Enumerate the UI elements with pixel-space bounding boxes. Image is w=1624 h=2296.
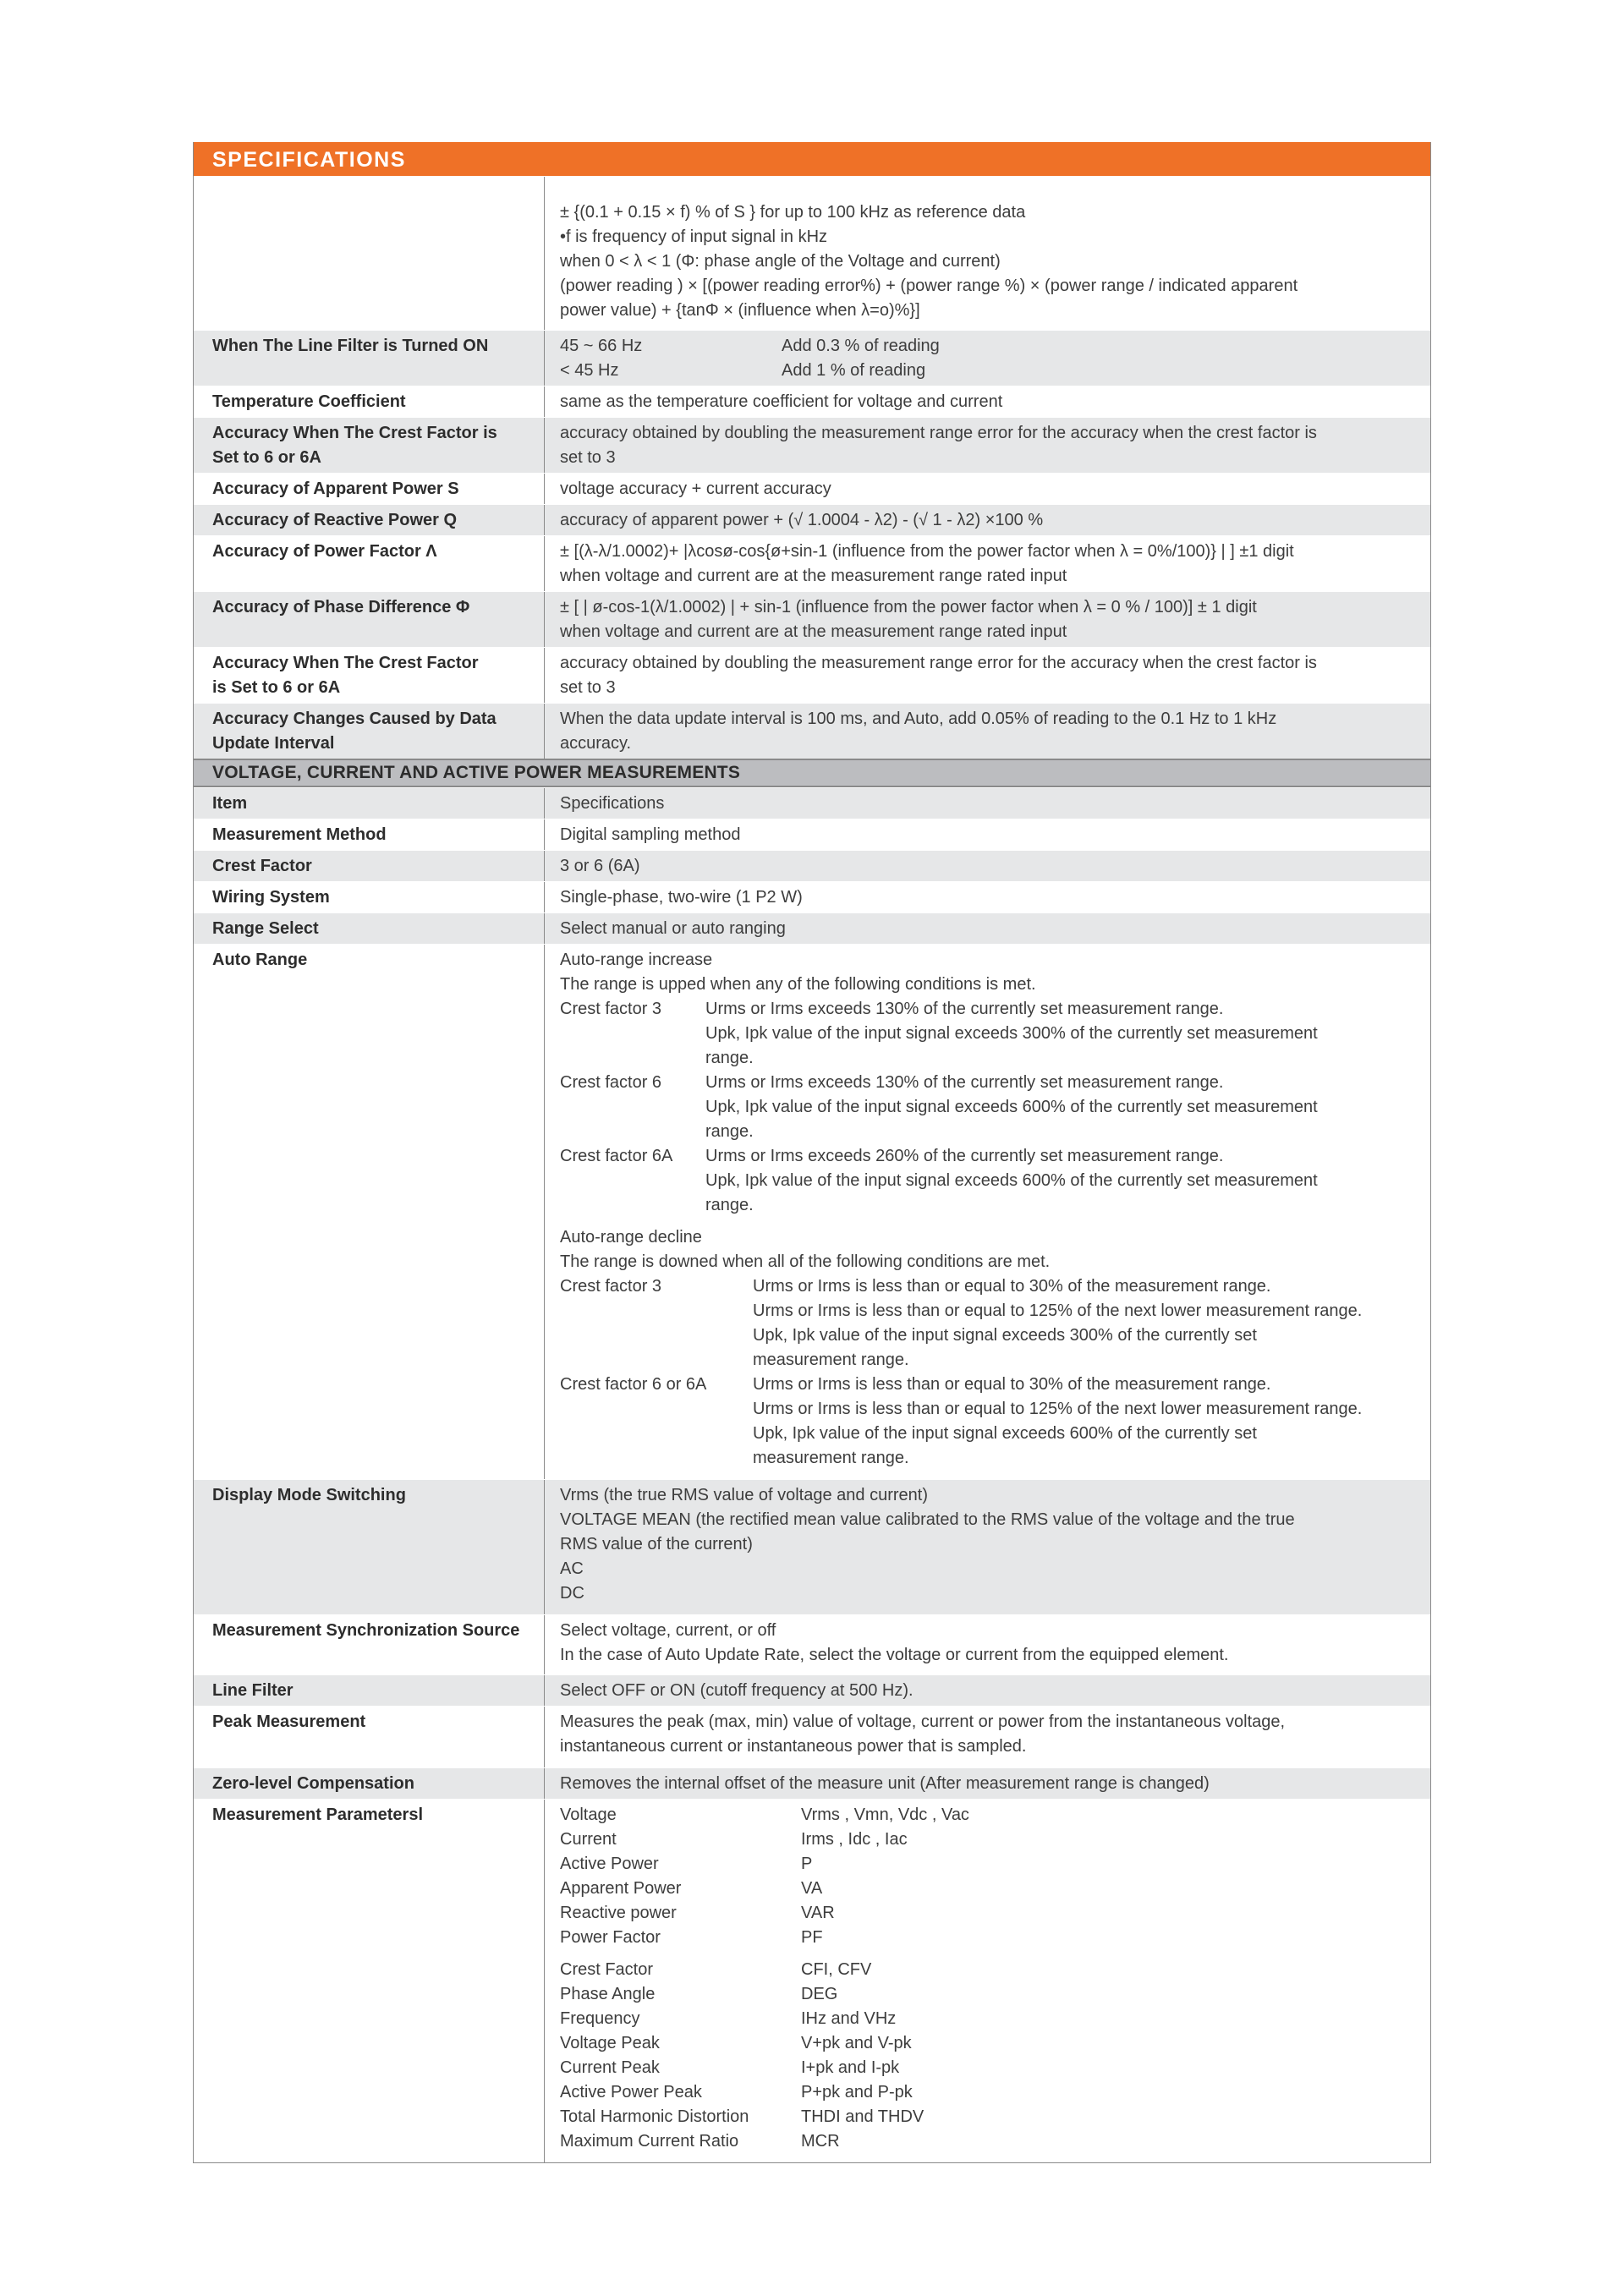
param-name: Phase Angle [560, 1985, 656, 2003]
condition-crest-factor-6 [560, 1071, 1405, 1144]
value-line: set to 3 [560, 448, 616, 467]
auto-range-increase-desc: The range is upped when any of the following conditions is met. [560, 975, 1036, 994]
table-row-peak-measurement [194, 1706, 1430, 1767]
freq-adjustment: Add 0.3 % of reading [782, 337, 940, 355]
table-row-power-factor [194, 535, 1430, 591]
condition-line: range. [705, 1049, 754, 1067]
condition-line: measurement range. [753, 1449, 909, 1467]
value-line: power value) + {tanΦ × (influence when λ=o)%}] [560, 301, 920, 320]
param-symbol: I+pk and I-pk [801, 2058, 900, 2077]
specifications-banner: SPECIFICATIONS [194, 142, 1430, 176]
table-row-phase-difference [194, 591, 1430, 647]
row-label [194, 704, 545, 759]
row-value: 3 or 6 (6A) [560, 857, 640, 875]
param-symbol: P [801, 1855, 813, 1873]
table-row-measurement-method [194, 819, 1430, 850]
param-symbol: THDI and THDV [801, 2107, 924, 2126]
row-value [545, 648, 1430, 703]
param-symbol: PF [801, 1928, 823, 1947]
condition-line: Upk, Ipk value of the input signal exceeds 600% of the currently set measurement [705, 1098, 1318, 1116]
value-line: VOLTAGE MEAN (the rectified mean value calibrated to the RMS value of the voltage and the true [560, 1510, 1295, 1529]
param-name: Current [560, 1830, 617, 1849]
param-name: Total Harmonic Distortion [560, 2107, 749, 2126]
value-line: accuracy. [560, 734, 632, 753]
param-name: Active Power [560, 1855, 659, 1873]
table-row-temperature-coefficient [194, 386, 1430, 417]
table-header-row [194, 787, 1430, 819]
param-name: Current Peak [560, 2058, 660, 2077]
param-name: Active Power Peak [560, 2083, 702, 2101]
label-line: Set to 6 or 6A [212, 448, 321, 467]
table-row-data-update-interval [194, 703, 1430, 759]
value-line: accuracy obtained by doubling the measurement range error for the accuracy when the crest factor is [560, 654, 1317, 672]
specifications-table [193, 142, 1431, 2163]
condition-line: Urms or Irms exceeds 130% of the currently set measurement range. [705, 1073, 1224, 1092]
row-value [545, 1615, 1430, 1674]
label-line: Accuracy When The Crest Factor is [212, 424, 497, 442]
label-line: Accuracy When The Crest Factor [212, 654, 479, 672]
table-row-display-mode [194, 1479, 1430, 1614]
condition-line: range. [705, 1196, 754, 1214]
row-value [545, 945, 1430, 1479]
label-line: Update Interval [212, 734, 335, 753]
table-row-auto-range [194, 944, 1430, 1479]
row-label: Peak Measurement [194, 1707, 545, 1767]
param-symbol: IHz and VHz [801, 2009, 897, 2028]
param-name: Frequency [560, 2009, 640, 2028]
value-line: Measures the peak (max, min) value of voltage, current or power from the instantaneous voltage, [560, 1712, 1286, 1731]
param-symbol: CFI, CFV [801, 1960, 872, 1979]
param-symbol: V+pk and V-pk [801, 2034, 912, 2052]
condition-line: Upk, Ipk value of the input signal exceeds 600% of the currently set measurement [705, 1171, 1318, 1190]
table-row-line-filter-on [194, 330, 1430, 386]
table-row-crest-factor-accuracy [194, 417, 1430, 473]
value-line: •f is frequency of input signal in kHz [560, 227, 828, 246]
label-line: is Set to 6 or 6A [212, 678, 341, 697]
condition-line: measurement range. [753, 1351, 909, 1369]
table-row-zero-level [194, 1767, 1430, 1799]
row-value [545, 177, 1430, 330]
row-label: Auto Range [194, 945, 545, 1479]
row-value: accuracy of apparent power + (√ 1.0004 - λ2) - (√ 1 - λ2) ×100 % [560, 511, 1044, 529]
row-label: Wiring System [194, 882, 545, 912]
condition-line: Urms or Irms exceeds 260% of the currently set measurement range. [705, 1147, 1224, 1165]
row-label [194, 177, 545, 330]
condition-line: range. [705, 1122, 754, 1141]
param-symbol: VA [801, 1879, 823, 1898]
row-label: Zero-level Compensation [194, 1768, 545, 1799]
value-line: DC [560, 1584, 584, 1603]
condition-label: Crest factor 3 [560, 1000, 662, 1018]
value-line: In the case of Auto Update Rate, select the voltage or current from the equipped element. [560, 1646, 1229, 1664]
row-value [545, 418, 1430, 473]
value-line: when voltage and current are at the measurement range rated input [560, 622, 1067, 641]
value-line: when 0 < λ < 1 (Φ: phase angle of the Voltage and current) [560, 252, 1001, 271]
value-line: ± [(λ-λ/1.0002)+ |λcosø-cos{ø+sin-1 (influence from the power factor when λ = 0%/100)} | ] ±1 digit [560, 542, 1294, 561]
condition-line: Urms or Irms is less than or equal to 30% of the measurement range. [753, 1375, 1271, 1394]
param-symbol: MCR [801, 2132, 840, 2151]
row-value: Select manual or auto ranging [560, 919, 786, 938]
table-row-apparent-power [194, 473, 1430, 504]
param-name: Apparent Power [560, 1879, 682, 1898]
freq-range: < 45 Hz [560, 361, 619, 380]
row-value [545, 1800, 1430, 2162]
row-label: Accuracy of Apparent Power S [194, 474, 545, 504]
value-line: RMS value of the current) [560, 1535, 753, 1553]
table-row-measurement-parameters [194, 1799, 1430, 2162]
row-value [545, 536, 1430, 591]
row-value: Single-phase, two-wire (1 P2 W) [560, 888, 803, 907]
value-line: When the data update interval is 100 ms, and Auto, add 0.05% of reading to the 0.1 Hz to 1 kHz [560, 710, 1277, 728]
row-label: Accuracy of Reactive Power Q [194, 505, 545, 535]
column-header-specifications: Specifications [560, 794, 665, 813]
value-line: accuracy obtained by doubling the measurement range error for the accuracy when the crest factor is [560, 424, 1317, 442]
value-line: when voltage and current are at the measurement range rated input [560, 567, 1067, 585]
freq-adjustment: Add 1 % of reading [782, 361, 926, 380]
row-label: Measurement Method [194, 819, 545, 850]
auto-range-decline-desc: The range is downed when all of the following conditions are met. [560, 1252, 1051, 1271]
value-line: AC [560, 1559, 584, 1578]
table-row-wiring-system [194, 881, 1430, 912]
condition-line: Urms or Irms is less than or equal to 30% of the measurement range. [753, 1277, 1271, 1296]
row-value: Digital sampling method [560, 825, 741, 844]
param-name: Reactive power [560, 1904, 677, 1922]
value-line: instantaneous current or instantaneous power that is sampled. [560, 1737, 1027, 1756]
row-value: voltage accuracy + current accuracy [560, 479, 831, 498]
row-value: same as the temperature coefficient for voltage and current [560, 392, 1003, 411]
condition-crest-factor-3 [560, 997, 1405, 1071]
row-value: Removes the internal offset of the measure unit (After measurement range is changed) [560, 1774, 1210, 1793]
condition-label: Crest factor 6 or 6A [560, 1375, 707, 1394]
condition-crest-factor-6-decline [560, 1373, 1405, 1471]
freq-range: 45 ~ 66 Hz [560, 337, 643, 355]
param-symbol: DEG [801, 1985, 838, 2003]
row-label: Accuracy of Phase Difference Φ [194, 592, 545, 647]
condition-label: Crest factor 6A [560, 1147, 673, 1165]
row-label: Range Select [194, 913, 545, 944]
table-row-line-filter [194, 1674, 1430, 1706]
row-value [545, 592, 1430, 647]
auto-range-increase-title: Auto-range increase [560, 951, 713, 969]
param-symbol: Irms , Idc , Iac [801, 1830, 908, 1849]
value-line: (power reading ) × [(power reading error%) + (power range %) × (power range / indicated apparent [560, 277, 1298, 295]
table-row-crest-factor-accuracy-2 [194, 647, 1430, 703]
condition-label: Crest factor 3 [560, 1277, 662, 1296]
row-label: Display Mode Switching [194, 1480, 545, 1614]
section-header-voltage-current-power: VOLTAGE, CURRENT AND ACTIVE POWER MEASUREMENTS [194, 759, 1430, 787]
table-row-sync-source [194, 1614, 1430, 1674]
condition-line: Urms or Irms is less than or equal to 125% of the next lower measurement range. [753, 1301, 1363, 1320]
condition-line: Urms or Irms exceeds 130% of the currently set measurement range. [705, 1000, 1224, 1018]
param-name: Maximum Current Ratio [560, 2132, 739, 2151]
value-line: Vrms (the true RMS value of voltage and current) [560, 1486, 928, 1504]
row-label [194, 418, 545, 473]
condition-line: Urms or Irms is less than or equal to 125% of the next lower measurement range. [753, 1400, 1363, 1418]
param-symbol: VAR [801, 1904, 835, 1922]
condition-line: Upk, Ipk value of the input signal exceeds 600% of the currently set [753, 1424, 1257, 1443]
condition-label: Crest factor 6 [560, 1073, 662, 1092]
row-label: Measurement Parametersl [194, 1800, 545, 2162]
column-header-item: Item [194, 788, 545, 819]
condition-crest-factor-3-decline [560, 1274, 1405, 1373]
value-line: ± [ | ø-cos-1(λ/1.0002) | + sin-1 (influence from the power factor when λ = 0 % / 100)] ± 1 digit [560, 598, 1257, 616]
table-row-reactive-power [194, 504, 1430, 535]
row-label: When The Line Filter is Turned ON [194, 331, 545, 386]
row-value [545, 704, 1430, 759]
label-line: Accuracy Changes Caused by Data [212, 710, 497, 728]
row-label: Accuracy of Power Factor Λ [194, 536, 545, 591]
row-label: Measurement Synchronization Source [194, 1615, 545, 1674]
param-symbol: P+pk and P-pk [801, 2083, 913, 2101]
auto-range-decline-title: Auto-range decline [560, 1228, 702, 1247]
value-line: Select voltage, current, or off [560, 1621, 776, 1640]
param-name: Voltage Peak [560, 2034, 660, 2052]
row-label: Crest Factor [194, 851, 545, 881]
row-value [545, 1707, 1430, 1767]
condition-line: Upk, Ipk value of the input signal exceeds 300% of the currently set measurement [705, 1024, 1318, 1043]
row-label [194, 648, 545, 703]
table-row-power-accuracy-formula [194, 176, 1430, 330]
param-name: Power Factor [560, 1928, 661, 1947]
param-name: Crest Factor [560, 1960, 654, 1979]
row-label: Line Filter [194, 1675, 545, 1706]
row-value [545, 1480, 1430, 1614]
value-line: set to 3 [560, 678, 616, 697]
row-value [545, 331, 1430, 386]
table-row-range-select [194, 912, 1430, 944]
row-label: Temperature Coefficient [194, 386, 545, 417]
value-line: ± {(0.1 + 0.15 × f) % of S } for up to 100 kHz as reference data [560, 203, 1026, 222]
table-row-crest-factor [194, 850, 1430, 881]
condition-line: Upk, Ipk value of the input signal exceeds 300% of the currently set [753, 1326, 1257, 1345]
row-value: Select OFF or ON (cutoff frequency at 500 Hz). [560, 1681, 914, 1700]
param-symbol: Vrms , Vmn, Vdc , Vac [801, 1806, 969, 1824]
condition-crest-factor-6a [560, 1144, 1405, 1218]
param-name: Voltage [560, 1806, 617, 1824]
